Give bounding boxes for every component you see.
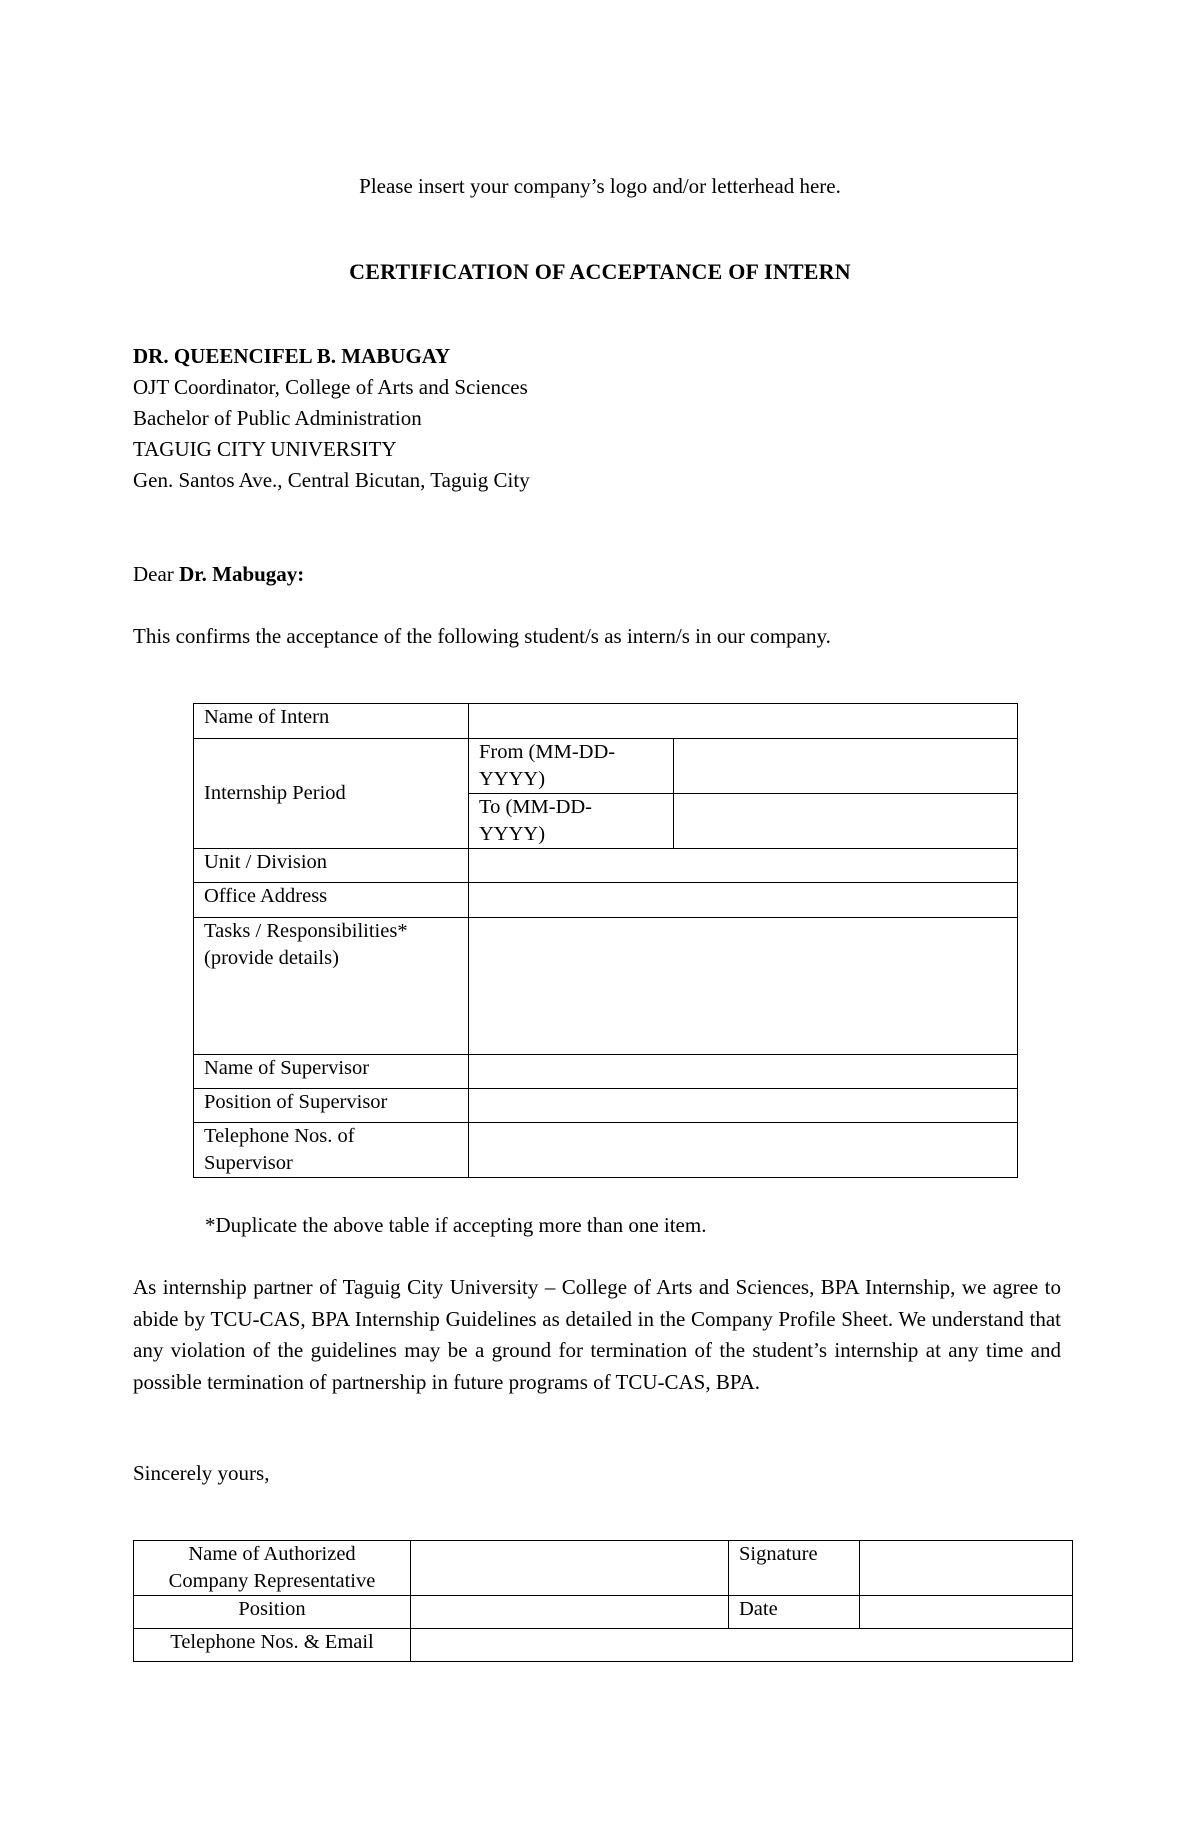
addressee-name: DR. QUEENCIFEL B. MABUGAY [133, 344, 451, 368]
telephone-label-line2: Supervisor [204, 1152, 293, 1174]
intro-text: This confirms the acceptance of the following student/s as intern/s in our company. [133, 624, 831, 648]
agreement-paragraph: As internship partner of Taguig City University – College of Arts and Sciences, BPA Internship, we agree to abide by TCU-CAS, BPA Internship Guidelines as detailed in the Company Profile Sheet. We understand that any violation of the guidelines may be a ground for termination of the student’s internship at any time and possible termination of partnership in future programs of TCU-CAS, BPA. [133, 1275, 1061, 1394]
table-row [194, 918, 1018, 1055]
table-row [194, 849, 1018, 883]
telephone-email-field[interactable] [411, 1629, 1073, 1662]
rep-label-line2: Company Representative [168, 1570, 376, 1592]
unit-division-label: Unit / Division [194, 849, 469, 883]
internship-period-label: Internship Period [194, 739, 469, 849]
signature-field[interactable] [860, 1541, 1073, 1596]
name-of-intern-label: Name of Intern [194, 704, 469, 739]
salutation-name: Dr. Mabugay: [179, 562, 305, 586]
tasks-label-line1: Tasks / Responsibilities* [204, 920, 408, 942]
representative-name-label [134, 1541, 411, 1596]
telephone-label-line1: Telephone Nos. of [204, 1125, 355, 1147]
tasks-label [194, 918, 469, 1055]
salutation [133, 561, 304, 587]
to-date-label [469, 794, 674, 849]
table-row [194, 704, 1018, 739]
unit-division-field[interactable] [469, 849, 1018, 883]
tasks-label-line2: (provide details) [204, 947, 339, 969]
signature-table [133, 1540, 1073, 1662]
name-of-supervisor-field[interactable] [469, 1055, 1018, 1089]
representative-name-field[interactable] [411, 1541, 729, 1596]
addressee-position: OJT Coordinator, College of Arts and Sciences [133, 375, 528, 399]
table-row [194, 883, 1018, 918]
office-address-label: Office Address [194, 883, 469, 918]
position-of-supervisor-label: Position of Supervisor [194, 1089, 469, 1123]
from-date-field[interactable] [674, 739, 1018, 794]
from-label-line1: From (MM-DD- [479, 741, 616, 763]
document-title: CERTIFICATION OF ACCEPTANCE OF INTERN [349, 259, 851, 284]
date-label: Date [729, 1596, 860, 1629]
from-label-line2: YYYY) [479, 768, 546, 790]
telephone-supervisor-label [194, 1123, 469, 1178]
position-of-supervisor-field[interactable] [469, 1089, 1018, 1123]
table-row [194, 1055, 1018, 1089]
tasks-field[interactable] [469, 918, 1018, 1055]
table-row [194, 739, 1018, 794]
addressee-university: TAGUIG CITY UNIVERSITY [133, 437, 397, 461]
to-label-line2: YYYY) [479, 823, 546, 845]
position-label: Position [134, 1596, 411, 1629]
intern-details-table [193, 703, 1018, 1178]
addressee-address: Gen. Santos Ave., Central Bicutan, Taguig City [133, 468, 530, 492]
to-date-field[interactable] [674, 794, 1018, 849]
telephone-supervisor-field[interactable] [469, 1123, 1018, 1178]
rep-label-line1: Name of Authorized [188, 1543, 356, 1565]
letterhead-note: Please insert your company’s logo and/or letterhead here. [359, 174, 841, 198]
duplicate-note: *Duplicate the above table if accepting more than one item. [205, 1213, 707, 1237]
name-of-supervisor-label: Name of Supervisor [194, 1055, 469, 1089]
telephone-email-label: Telephone Nos. & Email [134, 1629, 411, 1662]
table-row [134, 1629, 1073, 1662]
name-of-intern-field[interactable] [469, 704, 1018, 739]
salutation-prefix: Dear [133, 562, 180, 586]
date-field[interactable] [860, 1596, 1073, 1629]
table-row [134, 1596, 1073, 1629]
signature-label: Signature [729, 1541, 860, 1596]
closing: Sincerely yours, [133, 1461, 270, 1485]
to-label-line1: To (MM-DD- [479, 796, 593, 818]
from-date-label [469, 739, 674, 794]
position-field[interactable] [411, 1596, 729, 1629]
addressee-program: Bachelor of Public Administration [133, 406, 422, 430]
table-row [194, 1123, 1018, 1178]
table-row [194, 1089, 1018, 1123]
office-address-field[interactable] [469, 883, 1018, 918]
table-row [134, 1541, 1073, 1596]
